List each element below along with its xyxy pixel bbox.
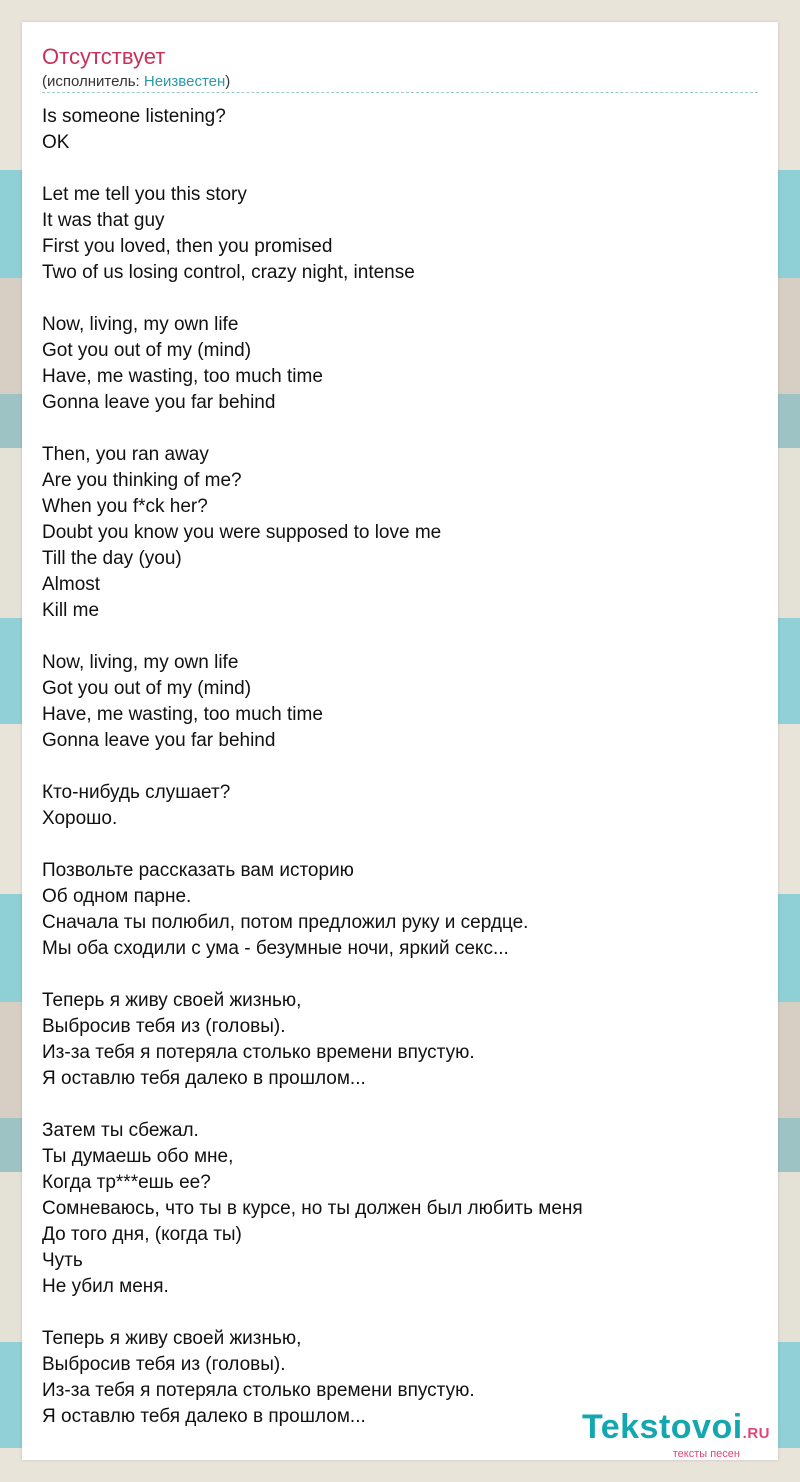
lyric-line [42, 1092, 758, 1118]
lyric-line [42, 962, 758, 988]
lyric-line: OK [42, 132, 70, 153]
lyric-line: Doubt you know you were supposed to love me [42, 522, 442, 543]
logo-tld: .RU [742, 1425, 770, 1442]
lyric-line: Когда тр***ешь ее? [42, 1172, 211, 1193]
lyric-line: Till the day (you) [42, 548, 182, 569]
lyric-line: Have, me wasting, too much time [42, 704, 323, 725]
lyric-line: First you loved, then you promised [42, 236, 333, 257]
lyric-line: Не убил меня. [42, 1276, 169, 1297]
lyric-line: Now, living, my own life [42, 652, 239, 673]
lyric-line: Kill me [42, 600, 100, 621]
lyric-line [42, 754, 758, 780]
lyric-line: When you f*ck her? [42, 496, 208, 517]
song-title: Отсутствует [42, 44, 166, 69]
lyrics-text [42, 104, 758, 1430]
lyric-line: Gonna leave you far behind [42, 392, 276, 413]
lyric-line: Got you out of my (mind) [42, 678, 252, 699]
artist-prefix: (исполнитель: [42, 73, 144, 90]
lyric-line: Let me tell you this story [42, 184, 247, 205]
lyric-line: Мы оба сходили с ума - безумные ночи, яркий секс... [42, 938, 509, 959]
lyric-line: Об одном парне. [42, 886, 192, 907]
lyric-line: Сомневаюсь, что ты в курсе, но ты должен был любить меня [42, 1198, 583, 1219]
lyric-line: Я оставлю тебя далеко в прошлом... [42, 1406, 366, 1427]
artist-suffix: ) [225, 73, 231, 90]
logo-name: Tekstovoi [581, 1408, 743, 1446]
lyric-line: До того дня, (когда ты) [42, 1224, 242, 1245]
lyric-line: Выбросив тебя из (головы). [42, 1354, 286, 1375]
lyric-line: Выбросив тебя из (головы). [42, 1016, 286, 1037]
lyric-line: Is someone listening? [42, 106, 226, 127]
lyric-line: Затем ты сбежал. [42, 1120, 199, 1141]
lyric-line: Из-за тебя я потеряла столько времени впустую. [42, 1042, 475, 1063]
lyric-line: Из-за тебя я потеряла столько времени впустую. [42, 1380, 475, 1401]
lyric-line: Сначала ты полюбил, потом предложил руку и сердце. [42, 912, 529, 933]
site-logo[interactable] [582, 1409, 770, 1460]
lyric-line: Two of us losing control, crazy night, intense [42, 262, 415, 283]
lyric-line: It was that guy [42, 210, 165, 231]
lyric-line: Got you out of my (mind) [42, 340, 252, 361]
lyric-line [42, 156, 758, 182]
lyric-line: Чуть [42, 1250, 83, 1271]
lyric-line [42, 624, 758, 650]
lyric-line: Have, me wasting, too much time [42, 366, 323, 387]
lyric-line: Хорошо. [42, 808, 118, 829]
lyric-line [42, 286, 758, 312]
lyric-line: Are you thinking of me? [42, 470, 242, 491]
lyrics-card [22, 22, 778, 1460]
lyric-line [42, 416, 758, 442]
lyric-line: Almost [42, 574, 101, 595]
logo-tagline: тексты песен [672, 1448, 740, 1460]
lyric-line: Ты думаешь обо мне, [42, 1146, 234, 1167]
artist-line [42, 73, 758, 93]
lyric-line [42, 832, 758, 858]
lyric-line: Now, living, my own life [42, 314, 239, 335]
lyric-line: Теперь я живу своей жизнью, [42, 1328, 302, 1349]
lyric-line: Then, you ran away [42, 444, 209, 465]
lyric-line [42, 1300, 758, 1326]
lyric-line: Я оставлю тебя далеко в прошлом... [42, 1068, 366, 1089]
lyric-line: Gonna leave you far behind [42, 730, 276, 751]
artist-link[interactable]: Неизвестен [143, 73, 226, 90]
lyric-line: Кто-нибудь слушает? [42, 782, 231, 803]
lyric-line: Позвольте рассказать вам историю [42, 860, 354, 881]
lyric-line: Теперь я живу своей жизнью, [42, 990, 302, 1011]
